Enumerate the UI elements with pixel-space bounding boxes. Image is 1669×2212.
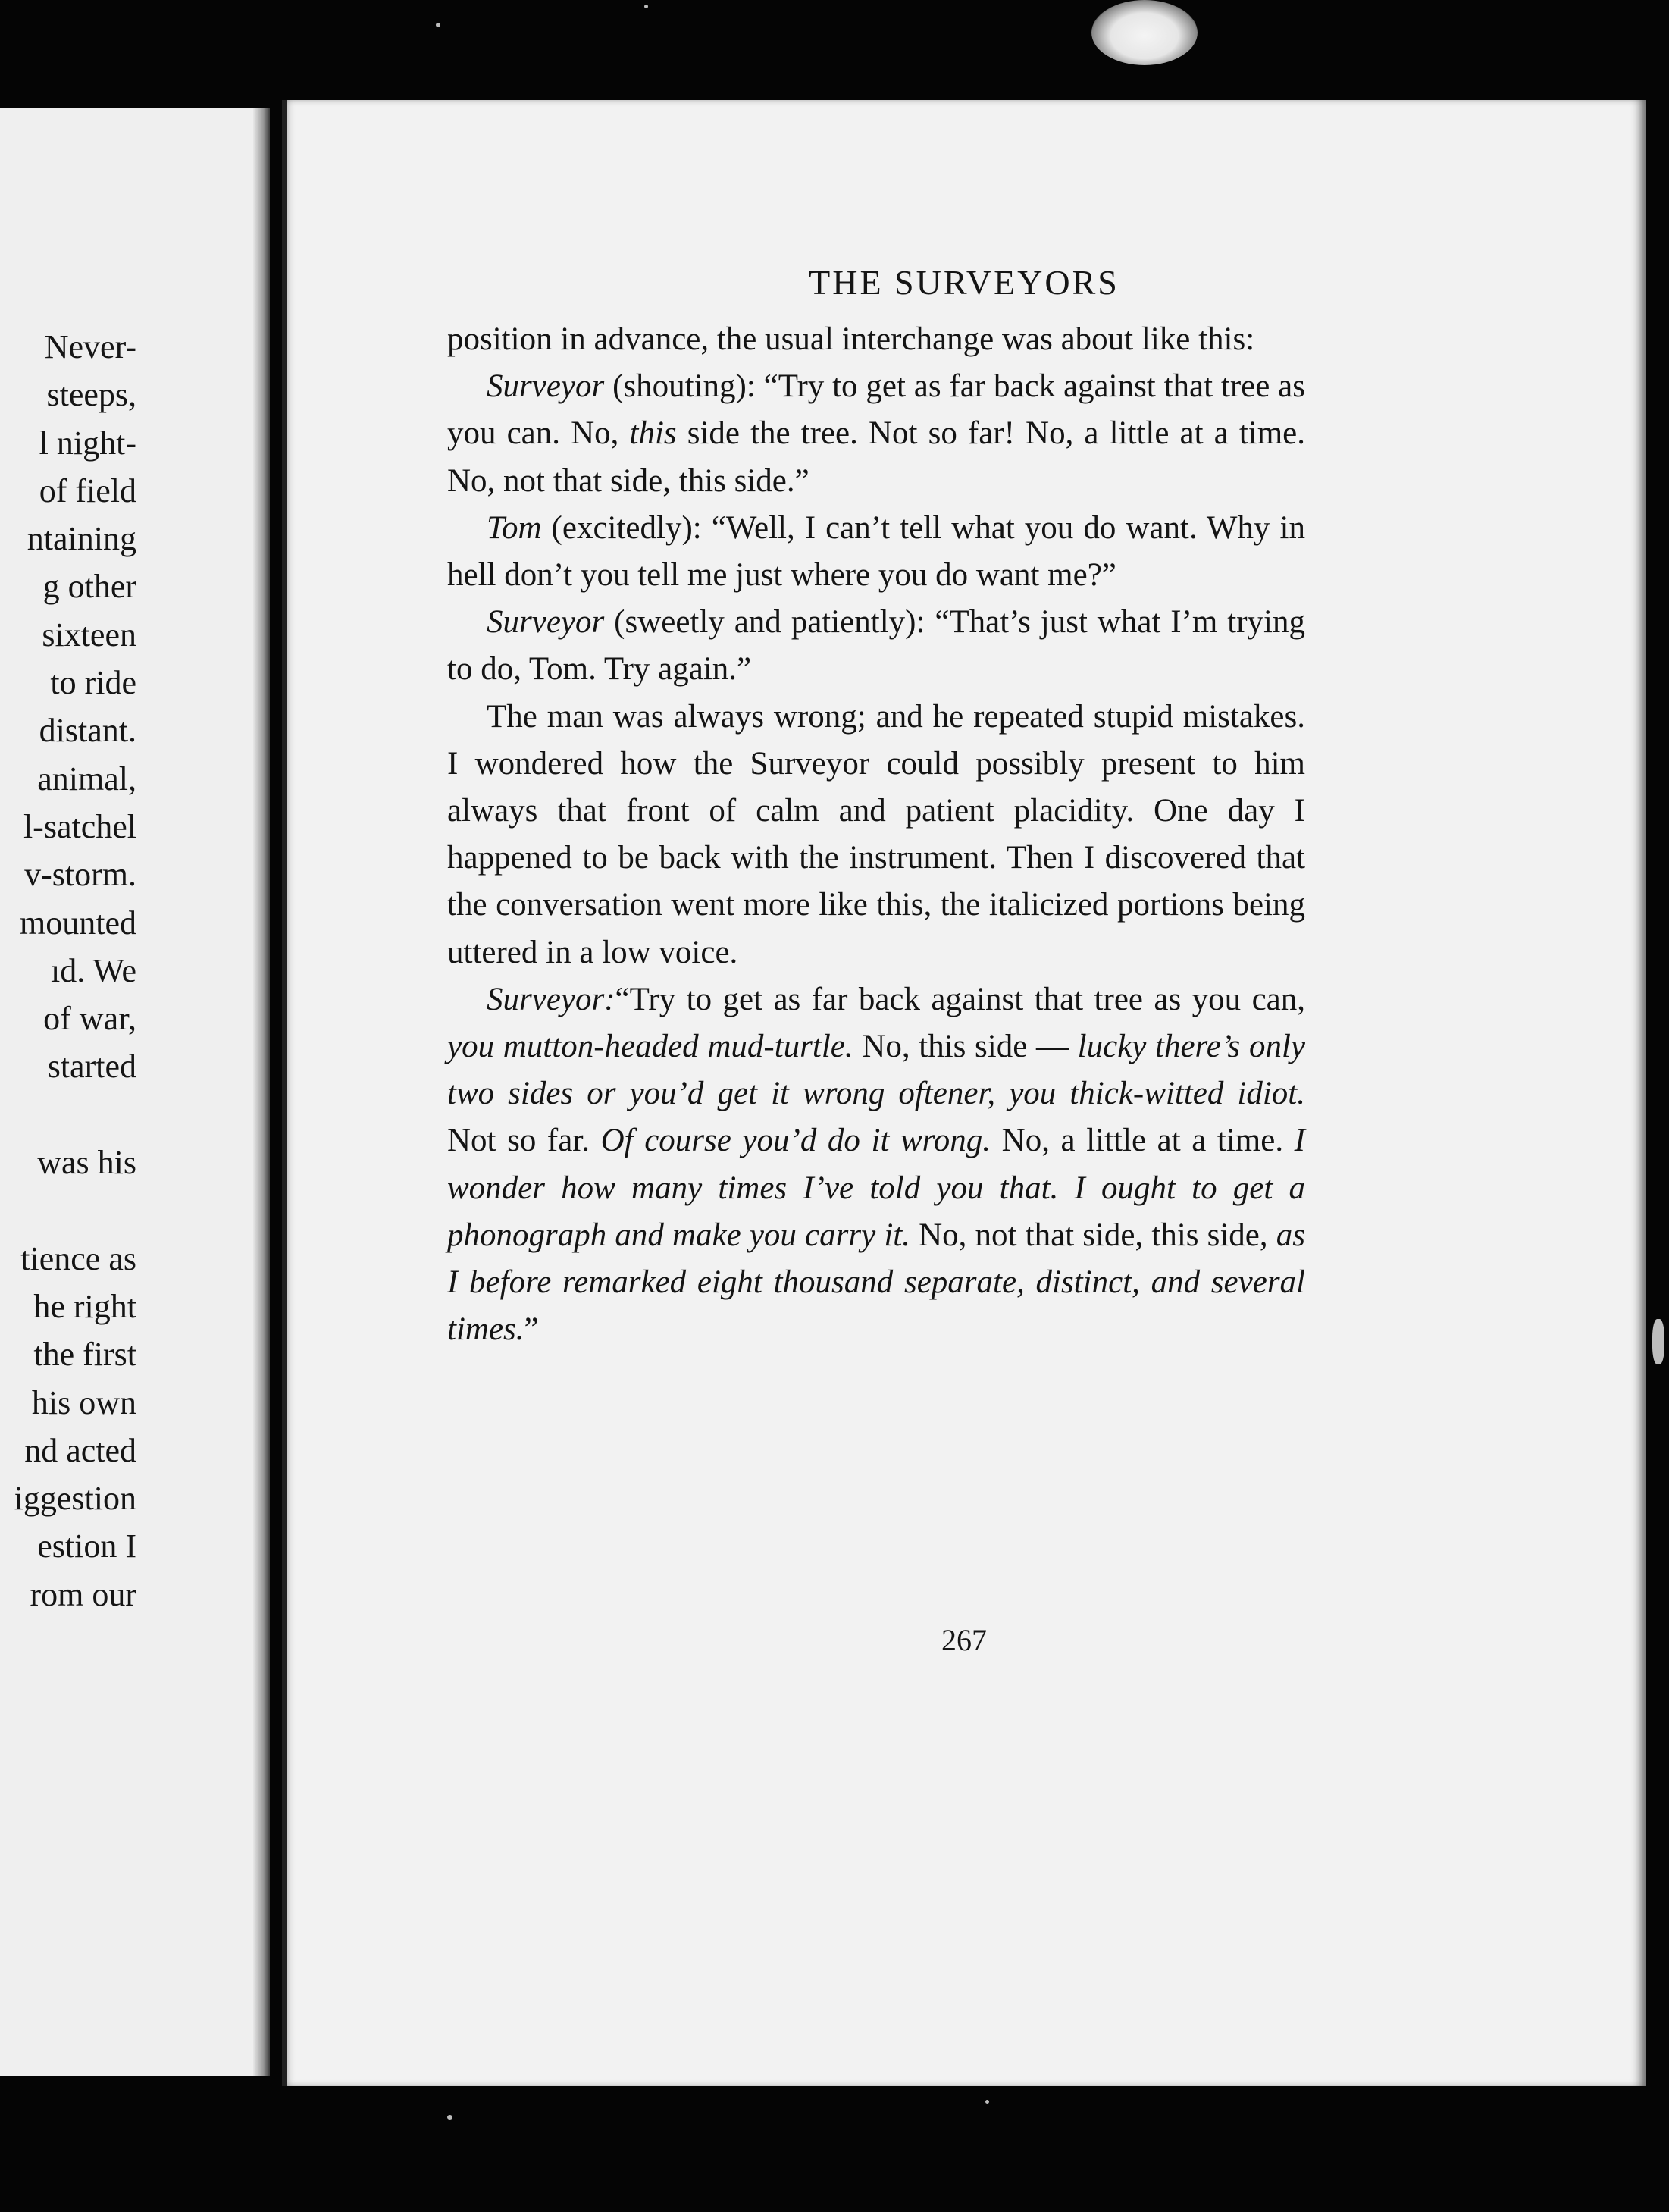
facing-page-line: sixteen	[42, 616, 136, 653]
facing-page-line: l night-	[39, 424, 136, 462]
facing-page-line: his own	[31, 1383, 136, 1421]
page-edge	[282, 100, 287, 2086]
facing-page-line: g other	[42, 568, 136, 606]
facing-page-line: nd acted	[24, 1431, 136, 1469]
italic-text: this	[629, 415, 677, 452]
text-run: No, a little at a time.	[991, 1123, 1295, 1159]
book-gutter	[253, 108, 270, 2076]
text-run: side the tree. Not so far! No, a little at a time. No, not that side, this side.”	[447, 415, 1305, 499]
body-text	[447, 316, 1305, 1353]
dust-speck	[985, 2100, 989, 2104]
facing-page-line: rom our	[30, 1575, 136, 1613]
facing-page-line: Never-	[44, 328, 136, 365]
italic-text: I wonder how many times I’ve told you that. I ought to get a phonograph and make you carry it.	[447, 1123, 1305, 1253]
italic-text: lucky there’s only two sides or you’d get it wrong oftener, you thick-witted idiot.	[447, 1029, 1305, 1112]
facing-page-line: of war,	[43, 1000, 136, 1038]
book-page	[282, 100, 1646, 2086]
facing-page-line: of field	[39, 472, 136, 509]
facing-page-line: ıd. We	[51, 951, 136, 989]
italic-text: Tom	[487, 509, 542, 546]
facing-page-line	[0, 1091, 136, 1139]
italic-text: as I before remarked eight thousand separate, distinct, and several times.	[447, 1217, 1306, 1348]
text-run: (sweetly and patiently): “That’s just what I’m trying to do, Tom. Try again.”	[447, 604, 1305, 688]
facing-page	[0, 108, 270, 2076]
scanner-light-artifact	[1091, 0, 1198, 65]
italic-text: you mutton-headed mud-turtle.	[447, 1029, 853, 1065]
dust-speck	[436, 23, 440, 27]
italic-text: Surveyor:	[487, 981, 615, 1017]
facing-page-line: started	[47, 1048, 136, 1086]
paragraph	[447, 363, 1305, 505]
facing-page-line: to ride	[50, 664, 136, 702]
facing-page-line: was his	[37, 1144, 136, 1182]
facing-page-line: steeps,	[46, 376, 136, 414]
text-run: (shouting): “Try to get as far back against that tree as you can. No,	[447, 368, 1305, 452]
paragraph	[447, 694, 1305, 976]
facing-page-line: mounted	[20, 904, 136, 942]
text-run: position in advance, the usual interchange was about like this:	[447, 321, 1255, 357]
text-run: (excitedly): “Well, I can’t tell what you do want. Why in hell don’t you tell me just where you do want me?”	[447, 509, 1305, 594]
facing-page-line	[0, 1186, 136, 1234]
facing-page-line: v-storm.	[24, 856, 136, 894]
facing-page-line: tience as	[20, 1239, 136, 1277]
facing-page-line: ntaining	[27, 520, 136, 558]
facing-page-line: estion I	[37, 1527, 136, 1565]
italic-text: Surveyor	[487, 604, 605, 641]
text-run: “Try to get as far back against that tree as you can,	[615, 981, 1305, 1017]
text-run: No, this side —	[853, 1029, 1078, 1065]
facing-page-line: animal,	[37, 760, 136, 797]
dust-speck	[447, 2115, 452, 2120]
italic-text: Surveyor	[487, 368, 605, 405]
page-number: 267	[941, 1623, 987, 1657]
text-run: Not so far.	[447, 1123, 601, 1159]
facing-page-line: he right	[33, 1287, 136, 1325]
paragraph	[447, 505, 1305, 599]
facing-page-line: iggestion	[14, 1480, 136, 1518]
dust-speck	[1652, 1319, 1664, 1364]
facing-page-line: distant.	[39, 712, 136, 750]
facing-page-text	[0, 323, 136, 1618]
text-run: No, not that side, this side,	[910, 1217, 1276, 1253]
text-run: ”	[524, 1311, 539, 1348]
text-run: The man was always wrong; and he repeated stupid mistakes. I wondered how the Surveyor could possibly present to him always that front of calm and patient placidity. One day I happened to be back with the instrument. Then I discovered that the conversation went more like this, the italicized portions being uttered in a low voice.	[447, 698, 1305, 970]
paragraph	[447, 976, 1305, 1354]
dust-speck	[644, 5, 648, 8]
facing-page-line: the first	[33, 1336, 136, 1374]
paragraph	[447, 316, 1305, 363]
facing-page-line: l-satchel	[23, 807, 136, 845]
italic-text: Of course you’d do it wrong.	[600, 1123, 991, 1159]
paragraph	[447, 599, 1305, 693]
running-head: THE SURVEYORS	[809, 263, 1119, 302]
